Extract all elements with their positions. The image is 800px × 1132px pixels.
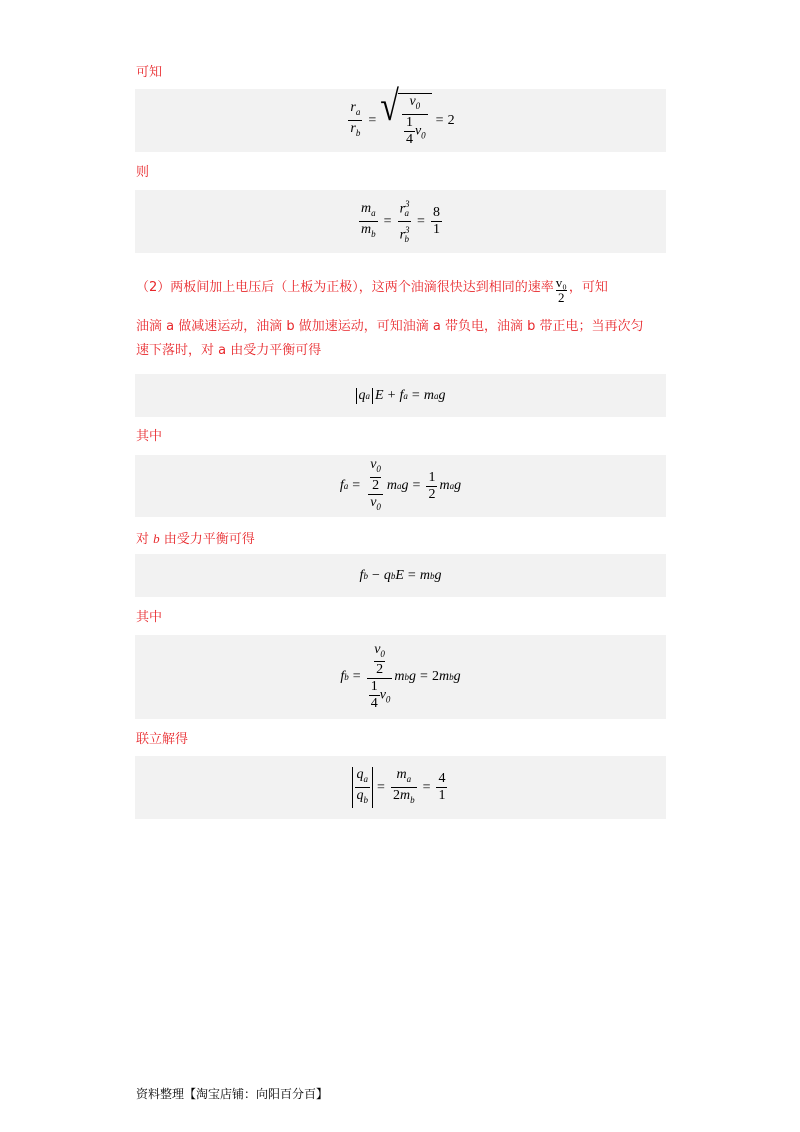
- equation-box-1: [135, 83, 666, 152]
- equation-qa-e-fa: q a E + f a = m a g: [135, 374, 666, 417]
- label-qizhong-2: 其中: [136, 610, 163, 625]
- equation-fa: f a = $\frac{\frac{v_0}{2}}{v_0}$ m a g = $\frac{1}{2}$ m a g: [135, 455, 666, 517]
- label-lianli-jiede: 联立解得: [136, 732, 189, 747]
- paragraph-line-1: （2）两板间加上电压后（上板为正极），这两个油滴很快达到相同的速率 $\frac{\text{v₀}}{2}$ ，可知: [136, 275, 608, 305]
- equation-qa-over-qb: $\frac{q_a}{q_b}$ = $\frac{m_a}{2m_b}$ = $\frac{4}{1}$: [135, 756, 666, 819]
- inline-fraction-v0-over-2: $\frac{\text{v₀}}{2}$: [555, 275, 567, 305]
- label-dui-b: 对 b 由受力平衡可得: [136, 531, 255, 547]
- equation-box-5: [135, 554, 666, 597]
- equation-box-3: [135, 374, 666, 417]
- equation-ma-over-mb: $\frac{m_a}{m_b}$ = $\frac{r^3_a}{r^3_b}$ = $\frac{8}{1}$: [135, 190, 666, 253]
- footer-note: 资料整理【淘宝店铺：向阳百分百】: [136, 1087, 329, 1101]
- equation-ra-over-rb: $\frac{r_a}{r_b}$ = √ $v_0$ $\frac{1}{4}$ $v_0$ = 2: [350, 83, 455, 147]
- equation-fb: f b = $\frac{v_0}{2}$ $\frac{1}{4}$ $v_0$ m b g = 2 m b g: [340, 641, 461, 712]
- paragraph-line-2: 油滴 a 做减速运动，油滴 b 做加速运动，可知油滴 a 带负电，油滴 b 带正电；当再次匀: [136, 319, 644, 334]
- equation-box-2: [135, 190, 666, 253]
- equation-box-7: [135, 756, 666, 819]
- paragraph-line-3: 速下落时，对 a 由受力平衡可得: [136, 343, 322, 358]
- label-keizhi: 可知: [136, 65, 163, 80]
- equation-box-4: [135, 455, 666, 517]
- equation-box-6: [135, 635, 666, 719]
- paragraph-part2: [136, 273, 666, 360]
- label-qizhong-1: 其中: [136, 429, 163, 444]
- label-ze: 则: [136, 165, 150, 180]
- equation-fb-qb-e: f b − q b E = m b g: [359, 567, 442, 583]
